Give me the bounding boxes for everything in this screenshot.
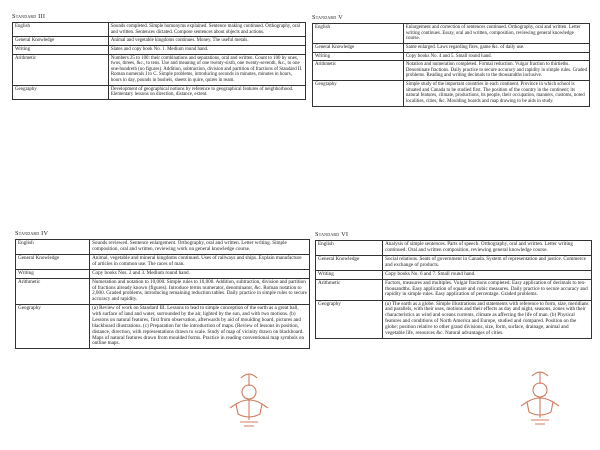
standard-vi-block <box>315 231 592 339</box>
table-row <box>13 85 306 99</box>
subject-cell: General Knowledge <box>16 254 90 269</box>
standard-iii-heading: Standard III <box>12 13 46 20</box>
table-row <box>16 269 310 278</box>
standard-iii-block <box>12 13 306 100</box>
content-cell: Simple study of the important countries in each continent. Province in which school is situated and Canada to be studied first. The position of the country in the continent; its natural features, climate, productions, its people, their occupation, manners, customs, noted localities, cities, &c. Moulding boards and map drawing to be aids in study. <box>403 81 589 106</box>
table-row <box>16 305 310 349</box>
table-row <box>13 46 306 55</box>
table-row <box>316 255 592 270</box>
table-row <box>16 278 310 305</box>
subject-cell: Writing <box>16 269 90 278</box>
content-cell: Enlargement and correction of sentences continued. Orthography, oral and written. Letter writing continues. Essay, oral and written, composition, reviewing general knowledge course. <box>403 24 589 44</box>
content-cell: Copy books Nos. 2 and 3. Medium round hand. <box>90 269 310 278</box>
standard-v-table <box>312 23 590 107</box>
content-cell: Copy books No. 4 and 5. Small round hand. <box>403 52 589 61</box>
content-cell: Notation and numeration completed. Formal reduction. Vulgar fraction to thirtieths. Denominate fractions. Daily practice to secure accuracy and rapidity in simple rules. Graded problems. Reading and writing decimals to the thousandths inclusive. <box>403 61 589 81</box>
table-row <box>313 61 590 81</box>
subject-cell: Geography <box>313 81 404 106</box>
table-row <box>313 43 590 52</box>
subject-cell: Geography <box>13 85 109 99</box>
content-cell: Social relations. Seats of government in Canada. System of representation and justice. Commerce and exchange of products. <box>383 255 592 270</box>
table-row <box>313 24 590 44</box>
table-row <box>313 81 590 106</box>
standard-iv-table <box>15 239 310 349</box>
subject-cell: Arithmetic <box>313 61 404 81</box>
content-cell: Sounds completed. Simple homonyms explained. Sentence making continued. Orthography, oral and written. Sentences dictated. Compose sentences about objects and actions. <box>108 23 305 37</box>
content-cell: Sounds reviewed. Sentence enlargement. Orthography, oral and written. Letter writing. Simple composition, oral and written, reviewing work on general knowledge course. <box>90 240 310 255</box>
subject-cell: Writing <box>316 270 383 279</box>
table-row <box>316 241 592 256</box>
standard-iv-block <box>15 230 310 349</box>
subject-cell: English <box>313 24 404 44</box>
subject-cell: General Knowledge <box>313 43 404 52</box>
content-cell: (a) The earth as a globe. Simple illustrations and statements with reference to form, size, meridians and parallels, with their uses, motions and their effects as day and night, seasons, zones with their characteristics as wind and oceans currents, climate as affecting the life of man. (b) Physical features and conditions of North America and Europe, studied and compared. Position on the globe; position relative to other grand divisions, size, form, surface, drainage, animal and vegetable life, resources &c. Natural advantages of cities. <box>383 300 592 338</box>
subject-cell: Arithmetic <box>16 278 90 305</box>
table-row <box>313 52 590 61</box>
table-row <box>16 254 310 269</box>
table-row <box>316 279 592 300</box>
emblem-icon <box>226 370 272 428</box>
subject-cell: General Knowledge <box>316 255 383 270</box>
standard-v-heading: Standard V <box>312 14 343 21</box>
standard-v-block <box>312 14 590 107</box>
subject-cell: Arithmetic <box>13 54 109 85</box>
table-row <box>13 23 306 37</box>
content-cell: Development of geographical notions by reference to geographical features of neighborhood. Elementary lessons on direction, distance, extent. <box>108 85 305 99</box>
content-cell: Animal and vegetable kingdoms continues. Money. The useful metals. <box>108 37 305 46</box>
content-cell: Numeration and notation to 10,000. Simple rules to 10,000. Addition, subtraction, division and partition of fractions already known (figures). Introduce terms numerator, denominator, &c. Roman notation to 2,000. Graded problems, introducing remaining reduction tables. Daily practice in simple rules to secure accuracy and rapidity. <box>90 278 310 305</box>
content-cell: Same enlarged. Laws regarding fires, game &c. of daily use. <box>403 43 589 52</box>
standard-iv-heading: Standard IV <box>15 230 49 237</box>
standard-vi-heading: Standard VI <box>315 231 349 238</box>
table-row <box>16 240 310 255</box>
table-row <box>13 37 306 46</box>
content-cell: Slates and copy book No. 1. Medium round hand. <box>108 46 305 55</box>
subject-cell: Writing <box>313 52 404 61</box>
content-cell: Animal, vegetable and mineral kingdoms continued. Uses of railways and ships. Explain manufacture of articles in common use. The races of man. <box>90 254 310 269</box>
subject-cell: English <box>16 240 90 255</box>
content-cell: Copy books No. 6 and 7. Small round hand. <box>383 270 592 279</box>
subject-cell: General Knowledge <box>13 37 109 46</box>
standard-iii-table <box>12 22 306 100</box>
table-row <box>316 300 592 338</box>
content-cell: (a) Review of work on Standard III. Lessons to lead to simple conception of the earth as a great ball, with surface of land and water, surrounded by the air, lighted by the sun, and with two motions. (b) Lessons on natural features, first from observation, afterwards by aid of moulding board, pictures and blackboard illustrations. (c) Preparation for the introduction of maps. (Review of lessons in position, distance, direction, with representations drawn to scale. Study of map of vicinity drawn on blackboard. Maps of natural features drawn from moulded forms. Practice in reading conventional map symbols on outline maps. <box>90 305 310 349</box>
content-cell: Numbers 25 to 100: their combinations and separations, oral and written. Count to 100 by ones, twos, threes, &c., to tens. Use and meaning of one twenty-sixth, one twenty-seventh, &c., to one one-hundreth (no figures). Addition, subtraction, division and partition of fractions of Standard II. Roman numerals I to C. Simple problems, introducing seconds in minutes, minutes in hours, hours in day, pounds in bushels, sheets in quire, quires in ream. <box>108 54 305 85</box>
subject-cell: Geography <box>16 305 90 349</box>
content-cell: Factors, measures and multiples. Vulgar fractions completed. Easy application of decimals to ten-thousandths. Easy application of square and cubic measures. Daily practice to secure accuracy and rapidity in simple rules. Easy application of percentage. Graded problems. <box>383 279 592 300</box>
subject-cell: English <box>13 23 109 37</box>
table-row <box>13 54 306 85</box>
emblem-icon <box>517 368 563 426</box>
standard-vi-table <box>315 240 592 339</box>
content-cell: Analysis of simple sentences. Parts of speech. Orthography, oral and written. Letter writing continued. Oral and written composition, reviewing general knowledge course. <box>383 241 592 256</box>
subject-cell: Arithmetic <box>316 279 383 300</box>
subject-cell: English <box>316 241 383 256</box>
subject-cell: Geography <box>316 300 383 338</box>
table-row <box>316 270 592 279</box>
subject-cell: Writing <box>13 46 109 55</box>
